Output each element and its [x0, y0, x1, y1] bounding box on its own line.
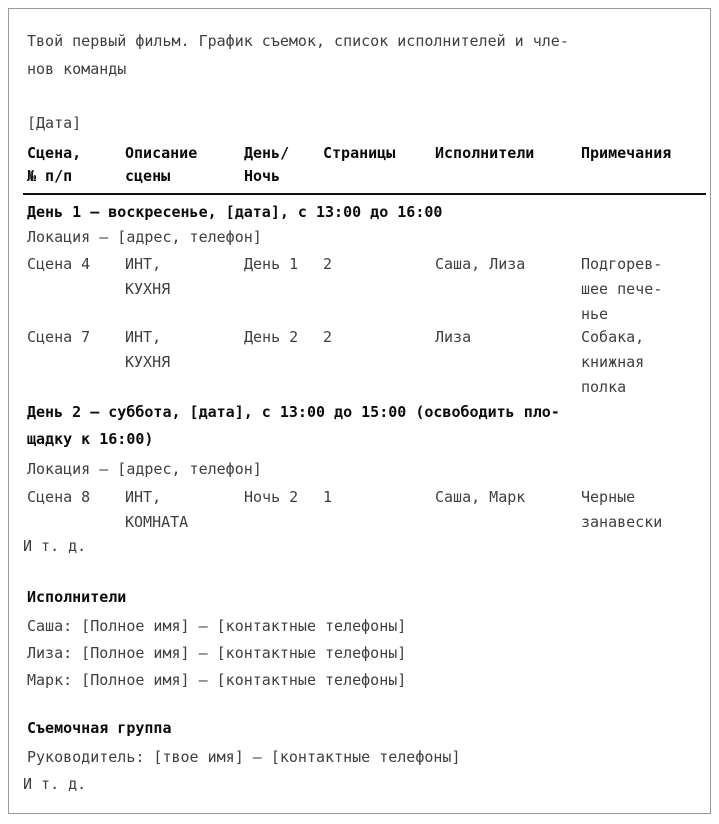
column-header-description-line-2: сцены [125, 167, 171, 185]
crew-etc-text: И т. д. [23, 775, 87, 793]
document-page [8, 8, 711, 814]
performer-entry: Саша: [Полное имя] — [контактные телефоны] [27, 617, 407, 635]
row-notes-line-3: нье [581, 305, 609, 323]
column-header-scene-line-2: № п/п [27, 167, 73, 185]
row-notes-line-2: книжная [581, 353, 645, 371]
row-description-line-1: ИНТ, [125, 488, 162, 506]
column-header-scene-line-1: Сцена, [27, 144, 82, 162]
column-header-pages: Страницы [323, 144, 396, 162]
performer-entry: Марк: [Полное имя] — [контактные телефоны] [27, 671, 407, 689]
document-title-line-2: нов команды [27, 60, 127, 78]
column-header-daynight-line-2: Ночь [244, 167, 281, 185]
row-notes-line-2: шее пече- [581, 280, 663, 298]
column-header-cast: Исполнители [435, 144, 535, 162]
row-day-night: Ночь 2 [244, 488, 299, 506]
column-header-notes: Примечания [581, 144, 672, 162]
performers-heading: Исполнители [27, 588, 127, 606]
row-pages: 1 [323, 488, 333, 506]
crew-entry: Руководитель: [твое имя] — [контактные телефоны] [27, 748, 461, 766]
performer-entry: Лиза: [Полное имя] — [контактные телефоны] [27, 644, 407, 662]
row-notes-line-1: Собака, [581, 328, 645, 346]
row-scene-number: Сцена 7 [27, 328, 91, 346]
row-scene-number: Сцена 4 [27, 255, 91, 273]
row-day-night: День 1 [244, 255, 299, 273]
row-pages: 2 [323, 255, 333, 273]
row-pages: 2 [323, 328, 333, 346]
row-notes-line-2: занавески [581, 513, 663, 531]
day-heading-2-line-1: День 2 — суббота, [дата], с 13:00 до 15:00 (освободить пло- [27, 403, 560, 421]
row-cast: Саша, Лиза [435, 255, 526, 273]
header-divider-rule [23, 193, 706, 195]
row-scene-number: Сцена 8 [27, 488, 91, 506]
document-title-line-1: Твой первый фильм. График съемок, список исполнителей и чле- [27, 32, 569, 50]
day-location-1: Локация — [адрес, телефон] [27, 228, 262, 246]
document-body [9, 9, 710, 813]
day-heading-1-line-1: День 1 — воскресенье, [дата], с 13:00 до 16:00 [27, 203, 443, 221]
row-notes-line-1: Черные [581, 488, 636, 506]
row-notes-line-1: Подгорев- [581, 255, 663, 273]
date-placeholder: [Дата] [27, 114, 82, 132]
row-description-line-1: ИНТ, [125, 255, 162, 273]
row-day-night: День 2 [244, 328, 299, 346]
row-description-line-2: КУХНЯ [125, 280, 171, 298]
schedule-etc-text: И т. д. [23, 537, 87, 555]
day-location-2: Локация — [адрес, телефон] [27, 460, 262, 478]
row-cast: Лиза [435, 328, 472, 346]
day-heading-2-line-2: щадку к 16:00) [27, 430, 154, 448]
row-description-line-2: КУХНЯ [125, 353, 171, 371]
row-cast: Саша, Марк [435, 488, 526, 506]
row-description-line-2: КОМНАТА [125, 513, 189, 531]
row-description-line-1: ИНТ, [125, 328, 162, 346]
crew-heading: Съемочная группа [27, 719, 172, 737]
column-header-daynight-line-1: День/ [244, 144, 290, 162]
row-notes-line-3: полка [581, 378, 627, 396]
column-header-description-line-1: Описание [125, 144, 198, 162]
